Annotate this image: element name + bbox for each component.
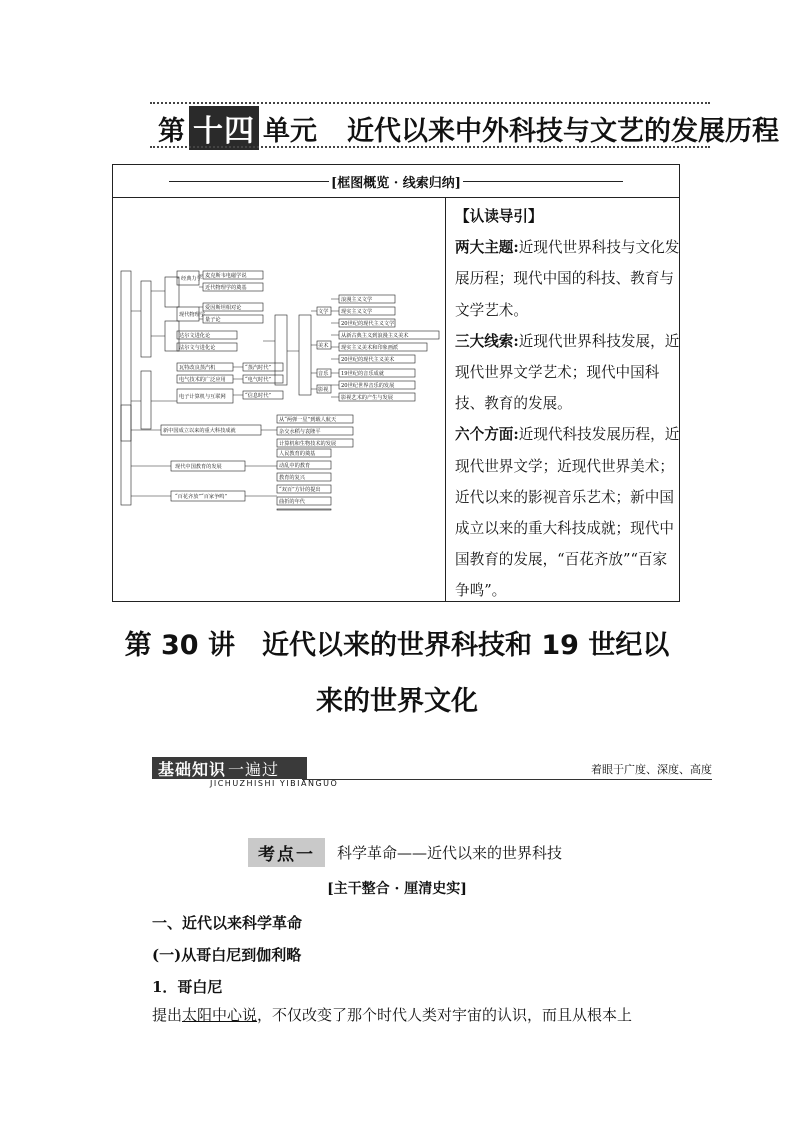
mm-bio-1: 法尔文与进化论 <box>179 345 216 351</box>
mm-china-0: 新中国成立以来的重大科技成就 <box>163 428 236 434</box>
lecture-title <box>0 618 794 730</box>
mm-art-2: 20世纪的现代主义美术 <box>341 357 395 363</box>
overview-header-text: [框图概览 · 线索归纳] <box>331 175 461 191</box>
mm-cat-0: 文学 <box>318 309 329 315</box>
unit-prefix: 第 <box>158 115 185 147</box>
mind-map-svg <box>117 211 443 511</box>
mm-pleaf-0: 麦克斯韦电磁学说 <box>205 273 247 279</box>
mm-cart-0: “双百”方针的提出 <box>279 487 321 493</box>
mm-pleaf-3: 量子论 <box>205 317 221 323</box>
mm-csci-1: 杂交水稻与袁隆平 <box>279 429 321 435</box>
mm-art-1: 现实主义美术和印象画派 <box>341 345 399 351</box>
guide-threads: 三大线索:近现代世界科技发展，近现代世界文学艺术；现代中国科技、教育的发展。 <box>455 332 680 413</box>
banner-slogan: 着眼于广度、深度、高度 <box>591 763 712 776</box>
heading-1: 一、近代以来科学革命 <box>152 914 303 932</box>
overview-divider <box>445 197 446 602</box>
body-paragraph: 提出太阳中心说，不仅改变了那个时代人类对宇宙的认识，而且从根本上 <box>152 1006 633 1024</box>
lecture-title-line1: 第 30 讲 近代以来的世界科技和 19 世纪以 <box>124 630 670 661</box>
mm-lit-0: 浪漫主义文学 <box>341 297 373 303</box>
mind-map <box>117 211 443 515</box>
mm-tech-2: 电气技术的广泛应用 <box>179 377 226 383</box>
mm-tech-1: “蒸汽时代” <box>245 365 272 371</box>
mm-tech-3: “电气时代” <box>245 377 272 383</box>
mm-china-2: “百花齐放”“百家争鸣” <box>175 494 228 500</box>
mm-pleaf-2: 爱因斯坦相对论 <box>205 305 242 311</box>
reading-guide <box>455 201 681 607</box>
mm-music-1: 20世纪世界音乐的发展 <box>341 383 395 389</box>
mm-music-2: 影视艺术的产生与发展 <box>341 395 393 401</box>
mm-cat-2: 音乐 <box>318 371 329 377</box>
mm-china-1: 现代中国教育的发展 <box>175 464 222 470</box>
unit-suffix: 单元 <box>263 115 317 147</box>
mm-tech-0: 瓦特改良蒸汽机 <box>179 365 216 371</box>
key-point <box>248 838 562 867</box>
mm-tech-4: 电子计算机与互联网 <box>179 394 226 400</box>
unit-number: 十四 <box>189 106 259 150</box>
banner-label: 基础知识 一遍过 <box>152 757 307 779</box>
mm-cedu-1: 动乱中的教育 <box>279 463 311 469</box>
mm-cedu-0: 人民教育的奠基 <box>279 451 316 457</box>
mm-lit-1: 现实主义文学 <box>341 309 373 315</box>
mm-music-0: 19世纪的音乐成就 <box>341 371 384 377</box>
overview-header <box>113 165 679 198</box>
heading-2: (一)从哥白尼到伽利略 <box>152 946 302 964</box>
mm-csci-0: 从“两弹一星”到载人航天 <box>279 417 337 423</box>
key-point-badge: 考点一 <box>248 838 325 867</box>
header-rule-bottom <box>150 146 710 148</box>
mm-cat-3: 影视 <box>318 387 329 393</box>
mm-csci-2: 计算机和生物技术的发展 <box>279 441 337 447</box>
heading-3: 1．哥白尼 <box>152 978 223 996</box>
mm-pleaf-1: 近代物理学的奠基 <box>205 285 247 291</box>
banner-pinyin: JICHUZHISHI YIBIANGUO <box>210 779 339 788</box>
mm-physics-1: 现代物理学 <box>179 312 205 318</box>
key-term: 太阳中心说 <box>182 1006 258 1024</box>
mm-lit-2: 20世纪的现代主义文学 <box>341 321 395 327</box>
header-rule-top <box>150 102 710 104</box>
banner-rule <box>302 779 712 780</box>
lecture-title-line2: 来的世界文化 <box>316 686 478 717</box>
section-subtitle: [主干整合 · 厘清史实] <box>327 881 467 897</box>
section-banner <box>152 757 712 787</box>
mm-bio-0: 达尔文进化论 <box>179 333 211 339</box>
mm-cart-1: 曲折的年代 <box>279 499 305 505</box>
mm-physics-0: 经典力学 <box>181 276 202 282</box>
guide-title: 【认读导引】 <box>455 208 543 225</box>
unit-title: 近代以来中外科技与文艺的发展历程 <box>347 115 779 147</box>
guide-themes: 两大主题:近现代世界科技与文化发展历程；现代中国的科技、教育与文学艺术。 <box>455 239 680 319</box>
mm-cat-1: 美术 <box>318 343 329 349</box>
key-point-title: 科学革命——近代以来的世界科技 <box>337 844 563 862</box>
mm-tech-5: “信息时代” <box>245 393 272 399</box>
unit-header <box>158 108 779 148</box>
overview-box <box>112 164 680 602</box>
mm-art-0: 从新古典主义到浪漫主义美术 <box>341 333 409 339</box>
guide-aspects: 六个方面:近现代科技发展历程，近现代世界文学；近现代世界美术；近代以来的影视音乐艺术；新中国成立以来的重大科技成就；现代中国教育的发展，“百花齐放”“百家争鸣”。 <box>455 426 680 600</box>
mm-cedu-2: 教育的复兴 <box>279 475 305 481</box>
